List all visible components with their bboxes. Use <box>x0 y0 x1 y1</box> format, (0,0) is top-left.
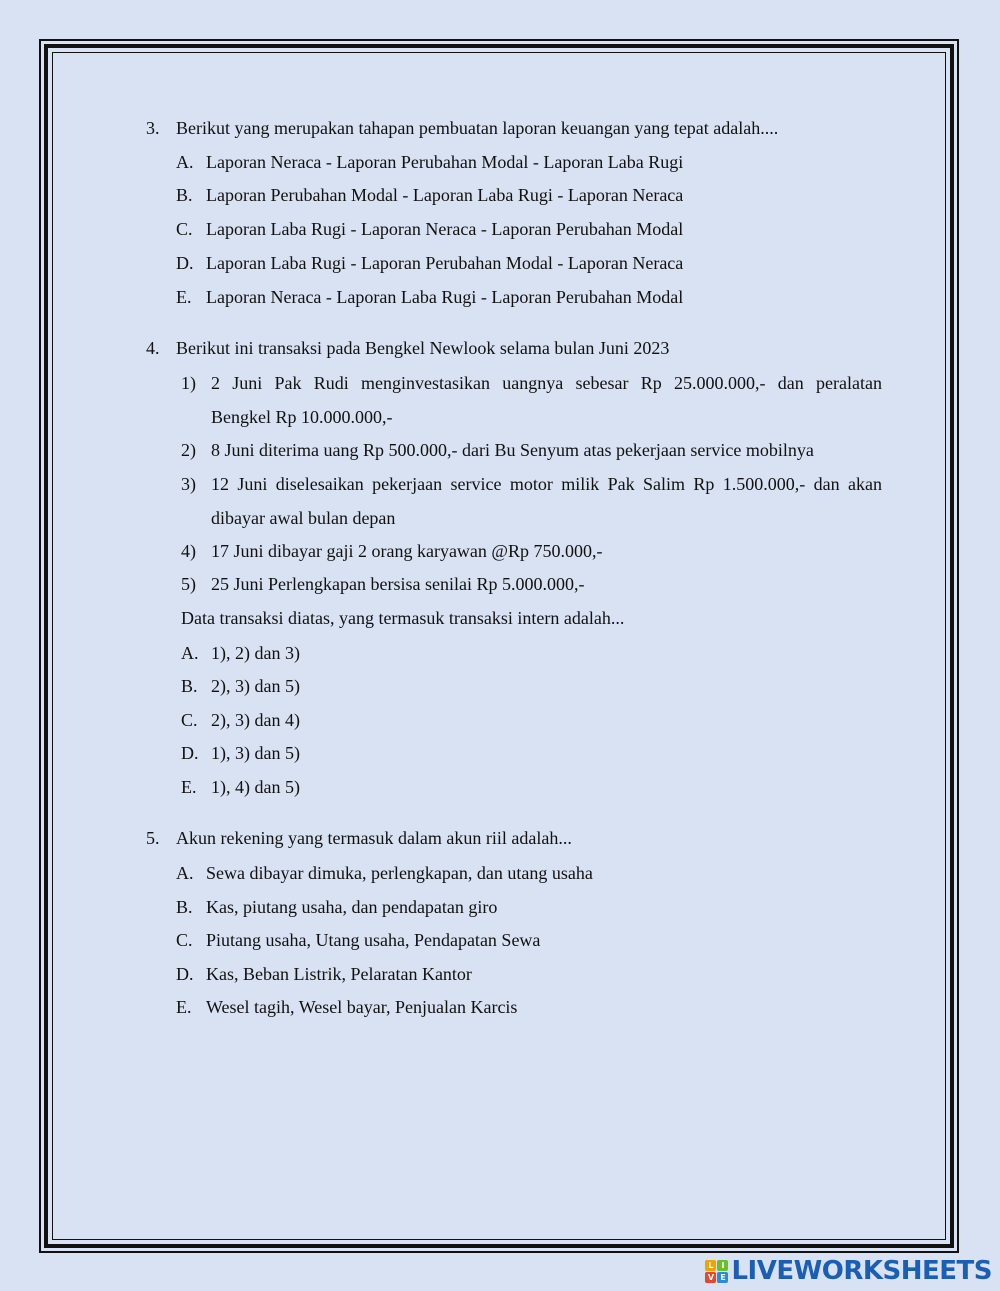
q4-prompt: Data transaksi diatas, yang termasuk transaksi intern adalah... <box>181 608 625 628</box>
transaction-3-number: 3) <box>181 474 196 494</box>
option-label: D. <box>176 964 194 984</box>
transaction-3-continuation: dibayar awal bulan depan <box>211 508 396 528</box>
question-3 <box>146 117 778 139</box>
option-text: Piutang usaha, Utang usaha, Pendapatan Sewa <box>206 930 541 950</box>
option-text: Laporan Neraca - Laporan Laba Rugi - Laporan Perubahan Modal <box>206 287 684 307</box>
question-4 <box>146 337 669 359</box>
q5-option-e[interactable] <box>176 996 517 1018</box>
option-text: 2), 3) dan 5) <box>211 676 300 696</box>
option-label: A. <box>181 643 199 663</box>
question-number: 4. <box>146 338 160 358</box>
q4-option-d[interactable] <box>181 742 300 764</box>
q4-option-b[interactable] <box>181 675 300 697</box>
q4-option-c[interactable] <box>181 709 300 731</box>
transaction-4 <box>181 540 603 562</box>
question-number: 3. <box>146 118 160 138</box>
q4-option-e[interactable] <box>181 776 300 798</box>
q3-option-d[interactable] <box>176 252 683 274</box>
question-5 <box>146 827 572 849</box>
transaction-text: 25 Juni Perlengkapan bersisa senilai Rp 5.000.000,- <box>211 574 585 594</box>
q3-option-a[interactable] <box>176 151 683 173</box>
option-label: D. <box>181 743 199 763</box>
liveworksheets-logo[interactable] <box>705 1257 992 1285</box>
q5-option-c[interactable] <box>176 929 540 951</box>
transaction-number: 2) <box>181 440 196 460</box>
option-label: B. <box>181 676 198 696</box>
q5-option-d[interactable] <box>176 963 472 985</box>
option-text: Laporan Neraca - Laporan Perubahan Modal - Laporan Laba Rugi <box>206 152 684 172</box>
option-label: A. <box>176 863 194 883</box>
question-text: Berikut ini transaksi pada Bengkel Newlook selama bulan Juni 2023 <box>176 338 670 358</box>
q3-option-b[interactable] <box>176 184 683 206</box>
transaction-text: 8 Juni diterima uang Rp 500.000,- dari Bu Senyum atas pekerjaan service mobilnya <box>211 440 814 460</box>
transaction-number: 5) <box>181 574 196 594</box>
option-text: Kas, piutang usaha, dan pendapatan giro <box>206 897 498 917</box>
option-text: 1), 2) dan 3) <box>211 643 300 663</box>
option-text: Wesel tagih, Wesel bayar, Penjualan Karcis <box>206 997 518 1017</box>
option-label: E. <box>181 777 197 797</box>
option-label: C. <box>176 930 193 950</box>
liveworksheets-logo-icon: L I V E <box>705 1260 728 1283</box>
transaction-1-number: 1) <box>181 373 196 393</box>
option-text: 1), 3) dan 5) <box>211 743 300 763</box>
liveworksheets-logo-text: LIVEWORKSHEETS <box>731 1256 992 1286</box>
q5-option-a[interactable] <box>176 862 593 884</box>
question-number: 5. <box>146 828 160 848</box>
q5-option-b[interactable] <box>176 896 497 918</box>
q3-option-e[interactable] <box>176 286 683 308</box>
question-text: Akun rekening yang termasuk dalam akun riil adalah... <box>176 828 572 848</box>
option-text: Laporan Laba Rugi - Laporan Perubahan Modal - Laporan Neraca <box>206 253 684 273</box>
option-label: A. <box>176 152 194 172</box>
transaction-2 <box>181 439 814 461</box>
option-label: C. <box>176 219 193 239</box>
option-text: Sewa dibayar dimuka, perlengkapan, dan utang usaha <box>206 863 593 883</box>
option-text: Kas, Beban Listrik, Pelaratan Kantor <box>206 964 472 984</box>
option-text: 2), 3) dan 4) <box>211 710 300 730</box>
option-text: 1), 4) dan 5) <box>211 777 300 797</box>
q4-option-a[interactable] <box>181 642 300 664</box>
option-label: E. <box>176 997 192 1017</box>
option-label: C. <box>181 710 198 730</box>
option-label: E. <box>176 287 192 307</box>
transaction-3-text: 12 Juni diselesaikan pekerjaan service motor milik Pak Salim Rp 1.500.000,- dan akan <box>211 474 882 494</box>
transaction-text: 17 Juni dibayar gaji 2 orang karyawan @Rp 750.000,- <box>211 541 603 561</box>
option-label: D. <box>176 253 194 273</box>
option-text: Laporan Perubahan Modal - Laporan Laba Rugi - Laporan Neraca <box>206 185 684 205</box>
transaction-1-continuation: Bengkel Rp 10.000.000,- <box>211 407 393 427</box>
transaction-1-text: 2 Juni Pak Rudi menginvestasikan uangnya sebesar Rp 25.000.000,- dan peralatan <box>211 373 882 393</box>
question-text: Berikut yang merupakan tahapan pembuatan laporan keuangan yang tepat adalah.... <box>176 118 779 138</box>
transaction-5 <box>181 573 584 595</box>
option-text: Laporan Laba Rugi - Laporan Neraca - Laporan Perubahan Modal <box>206 219 684 239</box>
option-label: B. <box>176 897 193 917</box>
transaction-number: 4) <box>181 541 196 561</box>
q3-option-c[interactable] <box>176 218 683 240</box>
option-label: B. <box>176 185 193 205</box>
